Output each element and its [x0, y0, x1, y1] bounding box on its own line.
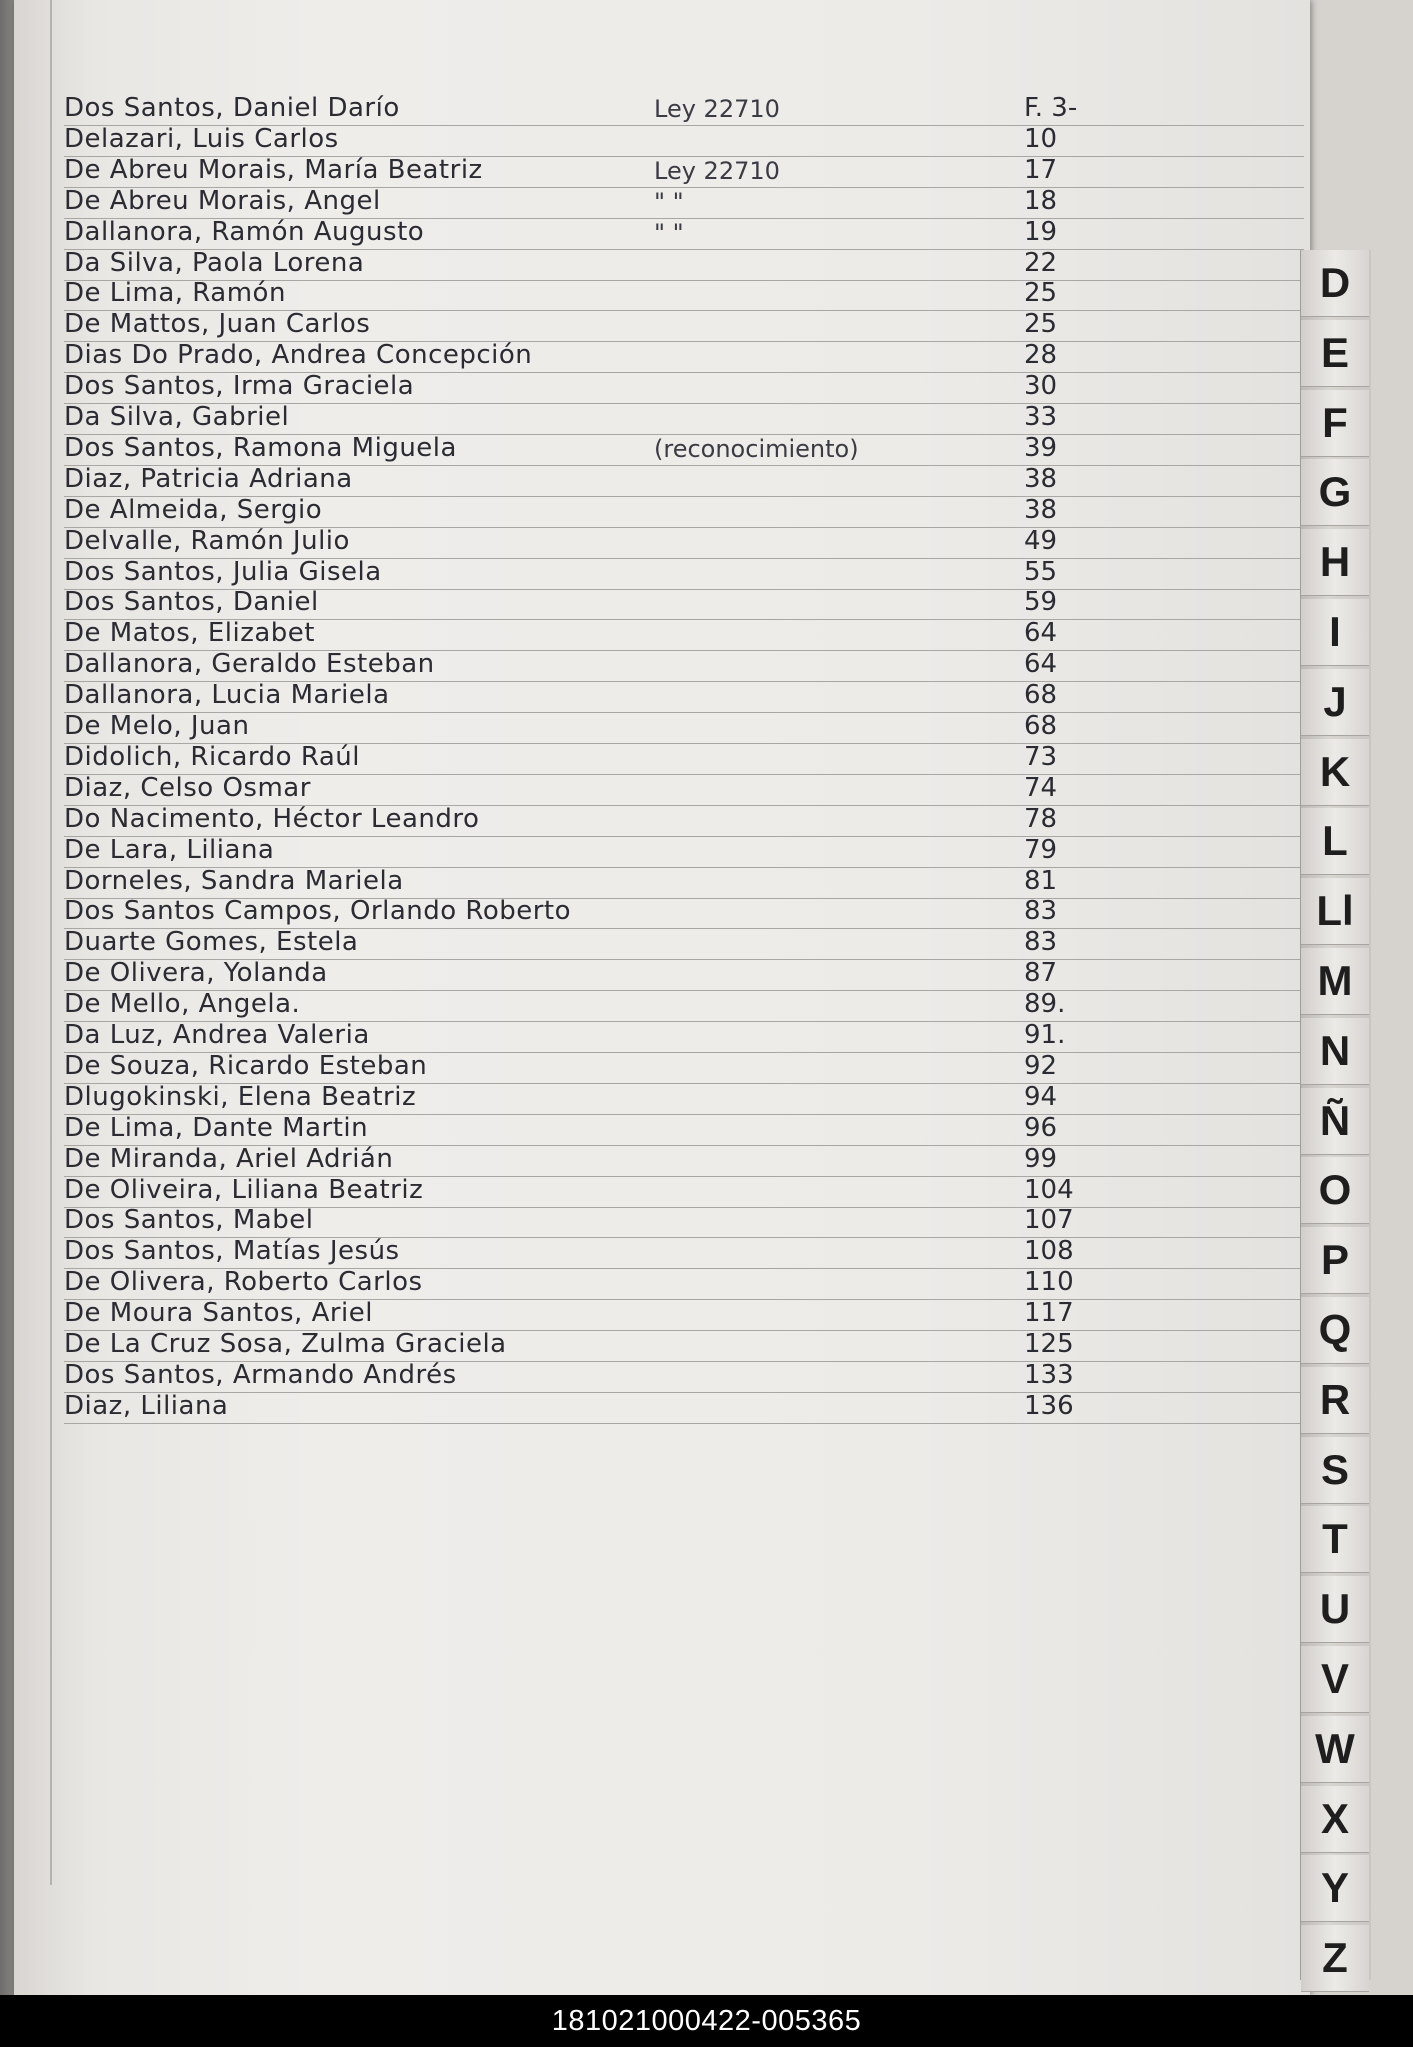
entry-folio: 64: [1024, 649, 1058, 680]
entry-name: Da Silva, Gabriel: [64, 402, 290, 432]
entry-folio: 107: [1024, 1205, 1074, 1236]
entry-name: De Moura Santos, Ariel: [64, 1298, 373, 1329]
ledger-entry-row: [64, 95, 1304, 126]
entry-folio: 125: [1024, 1329, 1074, 1359]
index-tab[interactable]: N: [1301, 1018, 1369, 1085]
ledger-entry-row: [64, 123, 1304, 157]
entry-folio: 38: [1024, 463, 1058, 494]
ledger-entry-row: [64, 556, 1304, 590]
entry-folio: 110: [1024, 1267, 1074, 1298]
index-tab[interactable]: W: [1301, 1716, 1369, 1783]
index-tab[interactable]: Q: [1301, 1297, 1369, 1364]
index-tab[interactable]: U: [1301, 1576, 1369, 1643]
entry-folio: 74: [1024, 772, 1058, 803]
entry-folio: 78: [1024, 803, 1058, 834]
entry-folio: 59: [1024, 587, 1058, 618]
ledger-entry-row: [64, 280, 1304, 311]
ledger-entry-row: [64, 741, 1304, 775]
entry-name: De Mattos, Juan Carlos: [64, 309, 371, 340]
index-tab[interactable]: H: [1301, 529, 1369, 596]
ledger-page: [14, 0, 1310, 1995]
entry-name: Dallanora, Ramón Augusto: [64, 216, 425, 247]
entry-note: Ley 22710: [654, 95, 780, 123]
entry-folio: 73: [1024, 741, 1058, 772]
entry-name: De Lima, Dante Martin: [64, 1112, 369, 1143]
image-identifier: 181021000422-005365: [551, 2004, 862, 2037]
entry-folio: 33: [1024, 402, 1058, 432]
entry-folio: 94: [1024, 1081, 1058, 1112]
entry-name: Diaz, Patricia Adriana: [64, 463, 353, 494]
entry-folio: 17: [1024, 154, 1058, 185]
ledger-entry-row: [64, 991, 1304, 1022]
entry-name: Dos Santos, Julia Gisela: [64, 556, 382, 587]
ledger-entry-row: [64, 373, 1304, 404]
entry-folio: 25: [1024, 278, 1058, 309]
entry-name: Dos Santos, Armando Andrés: [64, 1359, 457, 1390]
index-tab[interactable]: P: [1301, 1227, 1369, 1294]
entry-folio: F. 3-: [1024, 93, 1078, 123]
entry-folio: 133: [1024, 1359, 1074, 1390]
entry-folio: 25: [1024, 309, 1058, 340]
entry-folio: 79: [1024, 834, 1058, 865]
entry-folio: 83: [1024, 896, 1058, 927]
entry-name: Dos Santos, Matías Jesús: [64, 1236, 400, 1267]
ledger-entry-row: [64, 651, 1304, 682]
entry-folio: 136: [1024, 1390, 1074, 1421]
index-tab[interactable]: D: [1301, 250, 1369, 317]
entry-folio: 108: [1024, 1236, 1074, 1267]
ledger-entry-row: [64, 1143, 1304, 1177]
entry-name: Dos Santos Campos, Orlando Roberto: [64, 896, 572, 927]
index-tab[interactable]: F: [1301, 390, 1369, 457]
entry-name: De Matos, Elizabet: [64, 618, 315, 649]
entry-folio: 92: [1024, 1050, 1058, 1081]
entry-name: Delvalle, Ramón Julio: [64, 525, 350, 556]
entry-name: De Oliveira, Liliana Beatriz: [64, 1174, 424, 1205]
ledger-entry-row: [64, 247, 1304, 281]
ledger-entry-row: [64, 463, 1304, 497]
entry-note: Ley 22710: [654, 156, 780, 185]
entry-folio: 68: [1024, 711, 1058, 741]
ledger-entry-row: [64, 865, 1304, 899]
entry-name: Dorneles, Sandra Mariela: [64, 865, 404, 896]
entry-name: De Souza, Ricardo Esteban: [64, 1050, 428, 1081]
entry-name: Dias Do Prado, Andrea Concepción: [64, 340, 533, 371]
entry-name: Do Nacimento, Héctor Leandro: [64, 803, 480, 834]
entry-name: De Olivera, Yolanda: [64, 958, 328, 989]
ledger-entry-row: [64, 311, 1304, 342]
entry-folio: 68: [1024, 680, 1058, 711]
ledger-entry-row: [64, 1238, 1304, 1269]
ledger-entry-row: [64, 620, 1304, 651]
ledger-entry-row: [64, 772, 1304, 806]
entry-folio: 64: [1024, 618, 1058, 649]
entry-folio: 39: [1024, 432, 1058, 463]
ledger-entry-row: [64, 898, 1304, 929]
entry-folio: 22: [1024, 247, 1058, 278]
entry-folio: 83: [1024, 927, 1058, 958]
index-tab[interactable]: Z: [1301, 1925, 1369, 1992]
index-tab[interactable]: Y: [1301, 1855, 1369, 1922]
ledger-entry-row: [64, 960, 1304, 991]
entry-note: (reconocimiento): [654, 434, 859, 463]
entry-folio: 96: [1024, 1112, 1058, 1143]
entry-name: De La Cruz Sosa, Zulma Graciela: [64, 1329, 507, 1359]
index-tab[interactable]: O: [1301, 1157, 1369, 1224]
entry-folio: 49: [1024, 525, 1058, 556]
entry-name: Da Luz, Andrea Valeria: [64, 1020, 370, 1050]
entry-name: De Lara, Liliana: [64, 834, 275, 865]
index-tab[interactable]: S: [1301, 1437, 1369, 1504]
ledger-entry-row: [64, 1112, 1304, 1146]
ledger-entry-row: [64, 1331, 1304, 1362]
margin-line: [50, 0, 52, 1885]
entry-folio: 87: [1024, 958, 1058, 989]
entry-name: Dlugokinski, Elena Beatriz: [64, 1081, 417, 1112]
entry-note: " ": [654, 218, 684, 247]
entry-folio: 89.: [1024, 989, 1066, 1020]
entry-name: Diaz, Liliana: [64, 1390, 229, 1421]
ledger-entry-row: [64, 1022, 1304, 1053]
entry-folio: 81: [1024, 865, 1058, 896]
index-tab[interactable]: Ñ: [1301, 1088, 1369, 1155]
ledger-entry-row: [64, 154, 1304, 188]
index-tab[interactable]: R: [1301, 1367, 1369, 1434]
entry-name: Delazari, Luis Carlos: [64, 123, 339, 154]
ledger-entry-row: [64, 1207, 1304, 1238]
ledger-entry-row: [64, 1359, 1304, 1393]
entry-name: De Lima, Ramón: [64, 278, 286, 309]
index-tab[interactable]: J: [1301, 669, 1369, 736]
entry-name: Duarte Gomes, Estela: [64, 927, 359, 958]
ledger-entry-row: [64, 494, 1304, 528]
ledger-entry-row: [64, 713, 1304, 744]
ledger-entry-row: [64, 1050, 1304, 1084]
ledger-entry-row: [64, 834, 1304, 868]
entry-folio: 99: [1024, 1143, 1058, 1174]
entry-name: Dos Santos, Daniel: [64, 587, 319, 618]
ledger-entry-row: [64, 185, 1304, 219]
index-tab[interactable]: E: [1301, 320, 1369, 387]
index-tab[interactable]: K: [1301, 739, 1369, 806]
entry-folio: 55: [1024, 556, 1058, 587]
index-tab[interactable]: M: [1301, 948, 1369, 1015]
ledger-entry-row: [64, 803, 1304, 837]
ledger-entry-row: [64, 1300, 1304, 1331]
entry-folio: 10: [1024, 123, 1058, 154]
entry-folio: 91.: [1024, 1020, 1066, 1050]
entry-name: De Miranda, Ariel Adrián: [64, 1143, 394, 1174]
ledger-entry-row: [64, 432, 1304, 466]
entry-name: Dos Santos, Mabel: [64, 1205, 314, 1236]
entry-name: De Abreu Morais, María Beatriz: [64, 154, 483, 185]
ledger-entry-row: [64, 589, 1304, 620]
entry-name: De Olivera, Roberto Carlos: [64, 1267, 423, 1298]
ledger-entry-row: [64, 525, 1304, 559]
entry-name: Dallanora, Lucia Mariela: [64, 680, 390, 711]
ledger-entry-row: [64, 404, 1304, 435]
index-tab[interactable]: G: [1301, 459, 1369, 526]
ledger-entry-row: [64, 342, 1304, 373]
ledger-entry-row: [64, 1174, 1304, 1208]
entry-name: De Melo, Juan: [64, 711, 250, 741]
entry-name: De Abreu Morais, Angel: [64, 185, 381, 216]
entry-name: Dos Santos, Ramona Miguela: [64, 432, 457, 463]
entry-folio: 18: [1024, 185, 1058, 216]
entry-name: Da Silva, Paola Lorena: [64, 247, 365, 278]
entry-name: Dos Santos, Irma Graciela: [64, 371, 415, 402]
index-tab[interactable]: V: [1301, 1646, 1369, 1713]
entry-name: Didolich, Ricardo Raúl: [64, 741, 360, 772]
index-tab[interactable]: X: [1301, 1786, 1369, 1853]
entry-name: Dos Santos, Daniel Darío: [64, 93, 400, 123]
index-tab[interactable]: L: [1301, 808, 1369, 875]
entry-folio: 117: [1024, 1298, 1074, 1329]
entry-folio: 104: [1024, 1174, 1074, 1205]
ledger-entry-row: [64, 1081, 1304, 1115]
index-tab[interactable]: I: [1301, 599, 1369, 666]
alphabet-index-tabs: [1300, 250, 1371, 1980]
ledger-entry-row: [64, 216, 1304, 250]
entry-folio: 38: [1024, 494, 1058, 525]
entry-name: Dallanora, Geraldo Esteban: [64, 649, 435, 680]
ledger-entry-row: [64, 929, 1304, 960]
entry-name: Diaz, Celso Osmar: [64, 772, 311, 803]
entry-note: " ": [654, 187, 684, 216]
entry-folio: 28: [1024, 340, 1058, 371]
image-identifier-bar: [0, 1995, 1413, 2047]
index-tab[interactable]: Ll: [1301, 878, 1369, 945]
ledger-entry-row: [64, 682, 1304, 713]
entry-folio: 19: [1024, 216, 1058, 247]
entry-name: De Mello, Angela.: [64, 989, 301, 1020]
ledger-entry-row: [64, 1390, 1304, 1424]
ledger-entry-row: [64, 1269, 1304, 1300]
entry-folio: 30: [1024, 371, 1058, 402]
index-tab[interactable]: T: [1301, 1506, 1369, 1573]
entry-name: De Almeida, Sergio: [64, 494, 323, 525]
